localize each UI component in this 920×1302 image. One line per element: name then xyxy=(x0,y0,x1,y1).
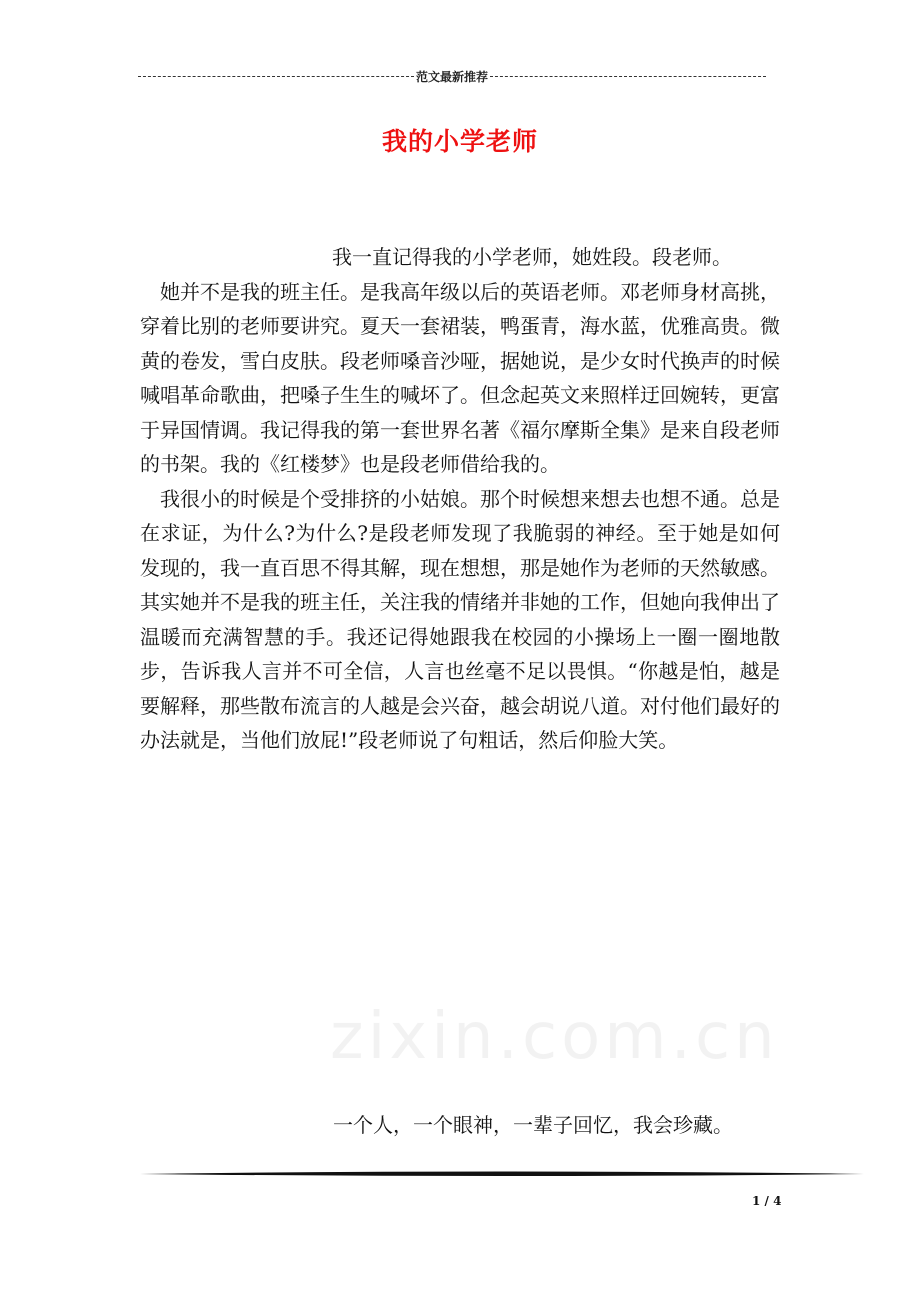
closing-line: 一个人，一个眼神，一辈子回忆，我会珍藏。 xyxy=(333,1113,733,1137)
header-dashes-right xyxy=(490,76,766,77)
page-number: 1 / 4 xyxy=(752,1194,782,1208)
document-body xyxy=(140,240,780,758)
page-header xyxy=(138,68,766,85)
footer-rule xyxy=(140,1170,864,1178)
header-dashes-left xyxy=(138,76,414,77)
paragraph-1: 我一直记得我的小学老师，她姓段。段老师。 xyxy=(332,245,732,269)
header-label: 范文最新推荐 xyxy=(416,70,489,84)
paragraph-3: 我很小的时候是个受排挤的小姑娘。那个时候想来想去也想不通。总是在求证，为什么?为什么?是段老师发现了我脆弱的神经。至于她是如何发现的，我一直百思不得其解，现在想想，那是她作为老师的天然敏感。其实她并不是我的班主任，关注我的情绪并非她的工作，但她向我伸出了温暖而充满智慧的手。我还记得她跟我在校园的小操场上一圈一圈地散步，告诉我人言并不可全信，人言也丝毫不足以畏惧。“你越是怕，越是要解释，那些散布流言的人越是会兴奋，越会胡说八道。对付他们最好的办法就是，当他们放屁!”段老师说了句粗话，然后仰脸大笑。 xyxy=(140,486,780,752)
watermark: zixin.com.cn xyxy=(330,1000,779,1074)
document-title: 我的小学老师 xyxy=(381,127,538,156)
paragraph-2: 她并不是我的班主任。是我高年级以后的英语老师。邓老师身材高挑，穿着比别的老师要讲究。夏天一套裙装，鸭蛋青，海水蓝，优雅高贵。微黄的卷发，雪白皮肤。段老师嗓音沙哑，据她说，是少女时代换声的时候喊唱革命歌曲，把嗓子生生的喊坏了。但念起英文来照样迂回婉转，更富于异国情调。我记得我的第一套世界名著《福尔摩斯全集》是来自段老师的书架。我的《红楼梦》也是段老师借给我的。 xyxy=(140,279,780,476)
